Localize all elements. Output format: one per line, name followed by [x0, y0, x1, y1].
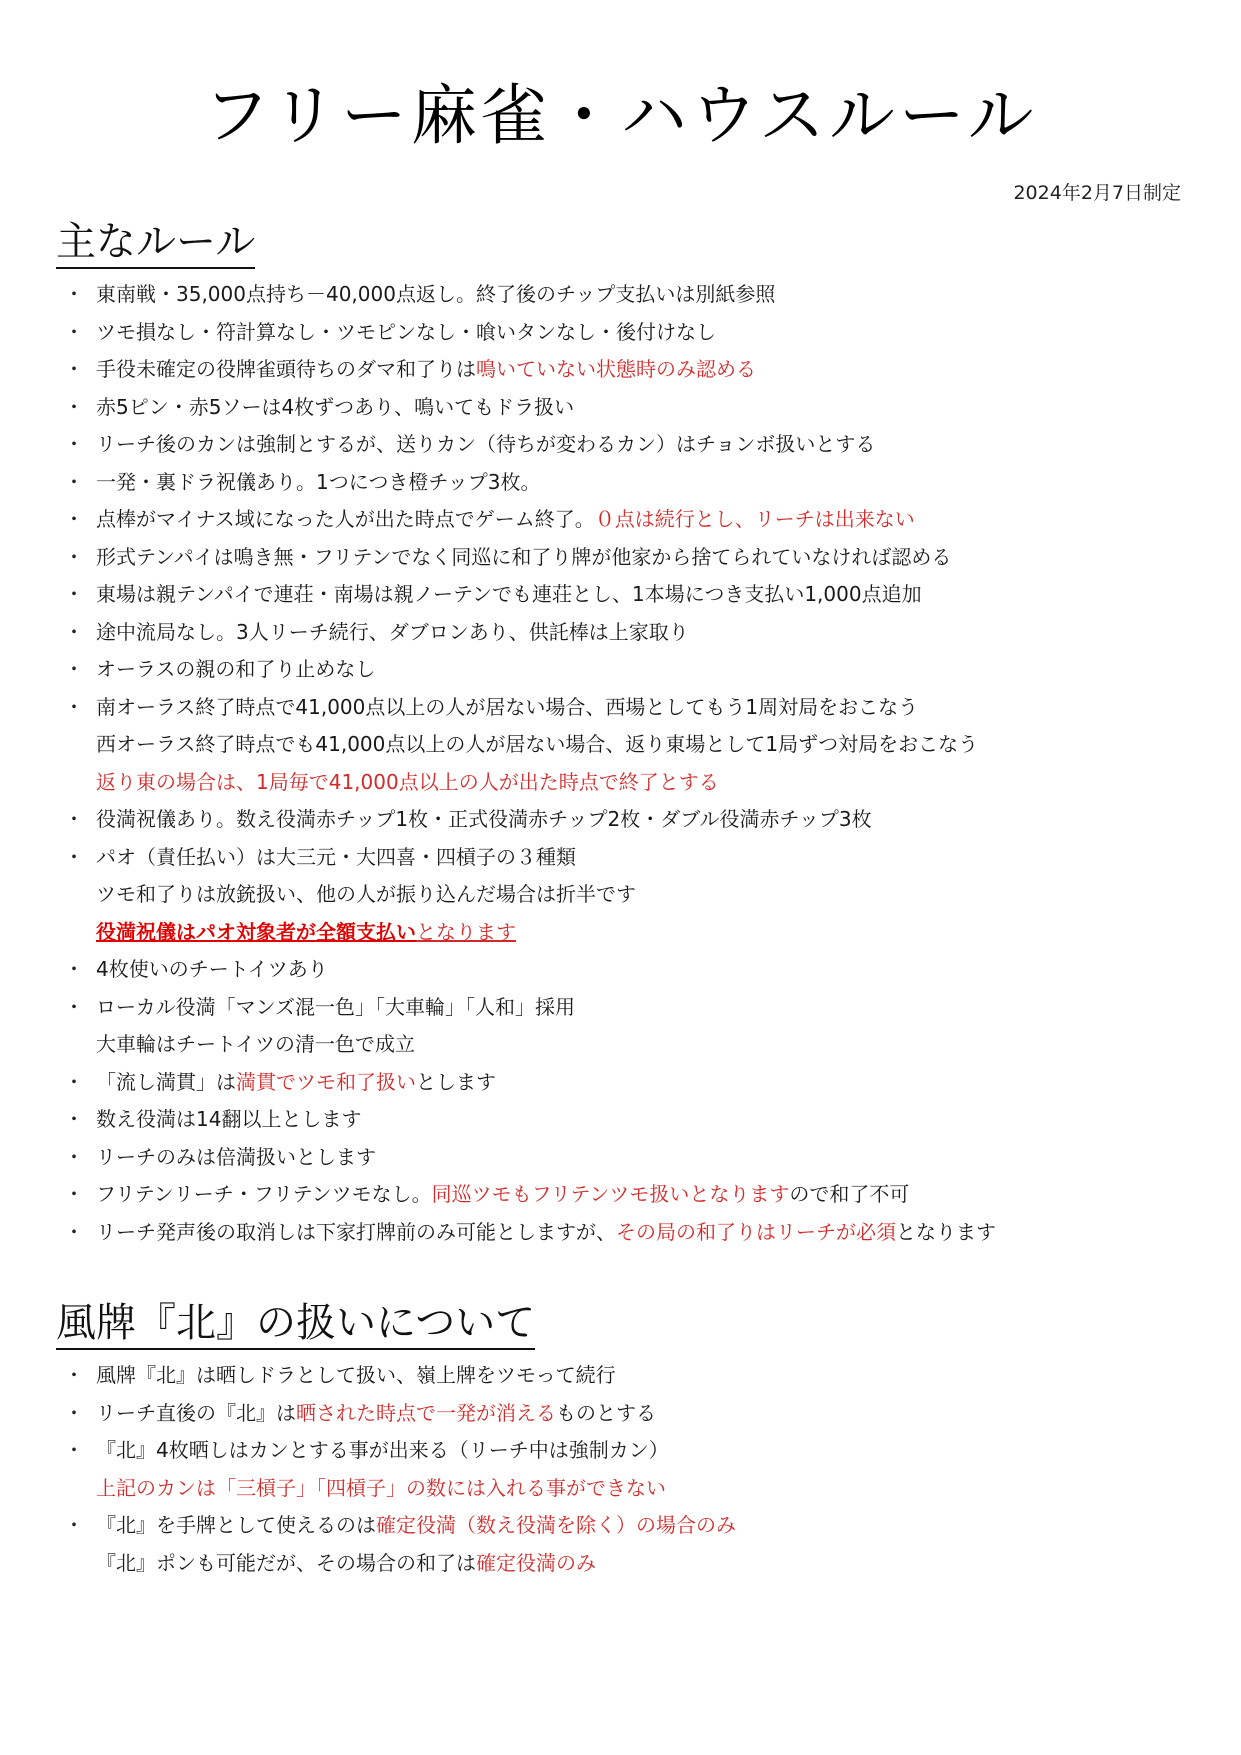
- rule-text: となります: [896, 1219, 996, 1244]
- rule-line: [60, 989, 996, 1027]
- rule-item: [60, 351, 996, 389]
- rule-text: 途中流局なし。3人リーチ続行、ダブロンあり、供託棒は上家取り: [96, 619, 689, 644]
- rule-item: [60, 576, 996, 614]
- rule-item: [60, 951, 996, 989]
- rule-line: [60, 1026, 996, 1064]
- rule-line: [60, 501, 996, 539]
- rule-line: [60, 1545, 736, 1583]
- rule-text: 『北』4枚晒しはカンとする事が出来る（リーチ中は強制カン）: [96, 1438, 669, 1462]
- rule-line: [60, 1395, 736, 1433]
- bullet-marker: ・: [64, 319, 84, 344]
- rule-line: [60, 314, 996, 352]
- rule-item: [60, 801, 996, 839]
- highlighted-text: となります: [416, 919, 516, 944]
- rule-line: [60, 1176, 996, 1214]
- rule-line: [60, 1357, 736, 1395]
- rule-text: リーチ後のカンは強制とするが、送りカン（待ちが変わるカン）はチョンボ扱いとする: [96, 432, 876, 456]
- rule-line: [60, 1470, 736, 1508]
- rule-item: [60, 1395, 736, 1433]
- rule-item: [60, 1507, 736, 1582]
- rule-item: [60, 689, 996, 802]
- rule-item: [60, 276, 996, 314]
- rule-line: [60, 389, 996, 427]
- bullet-marker: ・: [64, 282, 84, 306]
- rule-item: [60, 1357, 736, 1395]
- rule-item: [60, 651, 996, 689]
- bullet-marker: ・: [64, 1363, 84, 1387]
- rule-item: [60, 1176, 996, 1214]
- rule-text: 一発・裏ドラ祝儀あり。1つにつき橙チップ3枚。: [96, 469, 541, 494]
- rule-item: [60, 501, 996, 539]
- bullet-marker: ・: [64, 1513, 84, 1537]
- bullet-marker: ・: [64, 619, 84, 644]
- section-heading-main-rules: 主なルール: [56, 219, 255, 269]
- rule-text: ツモ和了りは放銃扱い、他の人が振り込んだ場合は折半です: [96, 882, 636, 906]
- bullet-marker: ・: [64, 1144, 84, 1169]
- bullet-marker: ・: [64, 1438, 84, 1462]
- bullet-marker: ・: [64, 657, 84, 681]
- rule-text: 東南戦・35,000点持ち－40,000点返し。終了後のチップ支払いは別紙参照: [96, 282, 776, 306]
- rule-text: ものとする: [556, 1400, 656, 1425]
- rule-line: [60, 1432, 736, 1470]
- rule-text: 『北』ポンも可能だが、その場合の和了は: [96, 1550, 476, 1575]
- rule-text: リーチのみは倍満扱いとします: [96, 1144, 376, 1169]
- rule-text: リーチ直後の『北』は: [96, 1400, 296, 1425]
- rule-item: [60, 1214, 996, 1252]
- bullet-marker: ・: [64, 432, 84, 456]
- rule-item: [60, 539, 996, 577]
- rule-item: [60, 464, 996, 502]
- rule-text: 数え役満は14翻以上とします: [96, 1107, 362, 1131]
- rule-item: [60, 1064, 996, 1102]
- rule-text: 大車輪はチートイツの清一色で成立: [96, 1032, 415, 1056]
- bullet-marker: ・: [64, 1400, 84, 1425]
- highlighted-text: 確定役満のみ: [476, 1550, 596, 1575]
- rule-text: オーラスの親の和了り止めなし: [96, 657, 376, 681]
- rule-text: 4枚使いのチートイツあり: [96, 957, 328, 981]
- rule-line: [60, 951, 996, 989]
- rule-line: [60, 1139, 996, 1177]
- rule-line: [60, 351, 996, 389]
- rule-line: [60, 1101, 996, 1139]
- rule-text: 南オーラス終了時点で41,000点以上の人が居ない場合、西場としてもう1周対局をおこなう: [96, 694, 919, 719]
- rule-item: [60, 614, 996, 652]
- rule-line: [60, 1214, 996, 1252]
- rule-text: 風牌『北』は晒しドラとして扱い、嶺上牌をツモって続行: [96, 1363, 616, 1387]
- rule-text: ローカル役満「マンズ混一色」「大車輪」「人和」採用: [96, 994, 575, 1019]
- rule-line: [60, 614, 996, 652]
- rule-text: 形式テンパイは鳴き無・フリテンでなく同巡に和了り牌が他家から捨てられていなければ認める: [96, 544, 952, 569]
- rule-line: [60, 1064, 996, 1102]
- bullet-marker: ・: [64, 582, 84, 606]
- rule-line: [60, 726, 996, 764]
- north-wind-rules-list: [60, 1357, 736, 1582]
- rule-text: 役満祝儀あり。数え役満赤チップ1枚・正式役満赤チップ2枚・ダブル役満赤チップ3枚: [96, 807, 872, 831]
- main-rules-list: [60, 276, 996, 1251]
- bullet-marker: ・: [64, 469, 84, 494]
- bullet-marker: ・: [64, 544, 84, 569]
- rule-text: 赤5ピン・赤5ソーは4枚ずつあり、鳴いてもドラ扱い: [96, 394, 575, 419]
- rule-text: 東場は親テンパイで連荘・南場は親ノーテンでも連荘とし、1本場につき支払い1,000点追加: [96, 582, 922, 606]
- bullet-marker: ・: [64, 1107, 84, 1131]
- rule-item: [60, 389, 996, 427]
- rule-item: [60, 314, 996, 352]
- bullet-marker: ・: [64, 357, 84, 381]
- highlighted-text: 上記のカンは「三槓子」「四槓子」の数には入れる事ができない: [96, 1475, 666, 1500]
- rule-text: パオ（責任払い）は大三元・大四喜・四槓子の３種類: [96, 844, 576, 869]
- rule-item: [60, 426, 996, 464]
- document-title: フリー麻雀・ハウスルール: [203, 77, 1038, 154]
- rule-line: [60, 764, 996, 802]
- rule-line: [60, 839, 996, 877]
- rule-text: ので和了不可: [789, 1182, 910, 1206]
- rule-line: [60, 464, 996, 502]
- enactment-date: 2024年2月7日制定: [1013, 182, 1181, 204]
- highlighted-text: 返り東の場合は、1局毎で41,000点以上の人が出た時点で終了とする: [96, 769, 719, 794]
- bullet-marker: ・: [64, 844, 84, 869]
- rule-line: [60, 276, 996, 314]
- rule-text: 「流し満貫」は: [96, 1069, 236, 1094]
- bullet-marker: ・: [64, 957, 84, 981]
- rule-line: [60, 876, 996, 914]
- highlighted-text: 鳴いていない状態時のみ認める: [476, 357, 756, 381]
- section-heading-north-wind: 風牌『北』の扱いについて: [56, 1300, 535, 1350]
- highlighted-text: 役満祝儀はパオ対象者が全額支払い: [96, 919, 416, 944]
- rule-line: [60, 801, 996, 839]
- highlighted-text: その局の和了りはリーチが必須: [616, 1219, 896, 1244]
- rule-line: [60, 539, 996, 577]
- rule-line: [60, 914, 996, 952]
- rule-text: 手役未確定の役牌雀頭待ちのダマ和了りは: [96, 357, 476, 381]
- rule-item: [60, 1432, 736, 1507]
- rule-text: ツモ損なし・符計算なし・ツモピンなし・喰いタンなし・後付けなし: [96, 319, 716, 344]
- rule-line: [60, 651, 996, 689]
- highlighted-text: 確定役満（数え役満を除く）の場合のみ: [376, 1513, 736, 1537]
- rule-text: 点棒がマイナス域になった人が出た時点でゲーム終了。: [96, 507, 595, 531]
- highlighted-text: 晒された時点で一発が消える: [296, 1400, 556, 1425]
- bullet-marker: ・: [64, 1219, 84, 1244]
- highlighted-text: ０点は続行とし、リーチは出来ない: [594, 507, 915, 531]
- rule-item: [60, 1101, 996, 1139]
- bullet-marker: ・: [64, 694, 84, 719]
- highlighted-text: 同巡ツモもフリテンツモ扱いとなります: [431, 1182, 790, 1206]
- rule-item: [60, 839, 996, 952]
- bullet-marker: ・: [64, 807, 84, 831]
- rule-line: [60, 689, 996, 727]
- rule-text: リーチ発声後の取消しは下家打牌前のみ可能としますが、: [96, 1219, 616, 1244]
- rule-text: 西オーラス終了時点でも41,000点以上の人が居ない場合、返り東場として1局ずつ対局をおこなう: [96, 732, 979, 756]
- bullet-marker: ・: [64, 394, 84, 419]
- rule-item: [60, 989, 996, 1064]
- highlighted-text: 満貫でツモ和了扱い: [236, 1069, 416, 1094]
- bullet-marker: ・: [64, 1182, 84, 1206]
- bullet-marker: ・: [64, 1069, 84, 1094]
- rule-line: [60, 1507, 736, 1545]
- rule-text: 『北』を手牌として使えるのは: [96, 1513, 376, 1537]
- rule-line: [60, 576, 996, 614]
- rule-line: [60, 426, 996, 464]
- bullet-marker: ・: [64, 507, 84, 531]
- rule-text: とします: [416, 1069, 496, 1094]
- rule-text: フリテンリーチ・フリテンツモなし。: [96, 1182, 432, 1206]
- rule-item: [60, 1139, 996, 1177]
- bullet-marker: ・: [64, 994, 84, 1019]
